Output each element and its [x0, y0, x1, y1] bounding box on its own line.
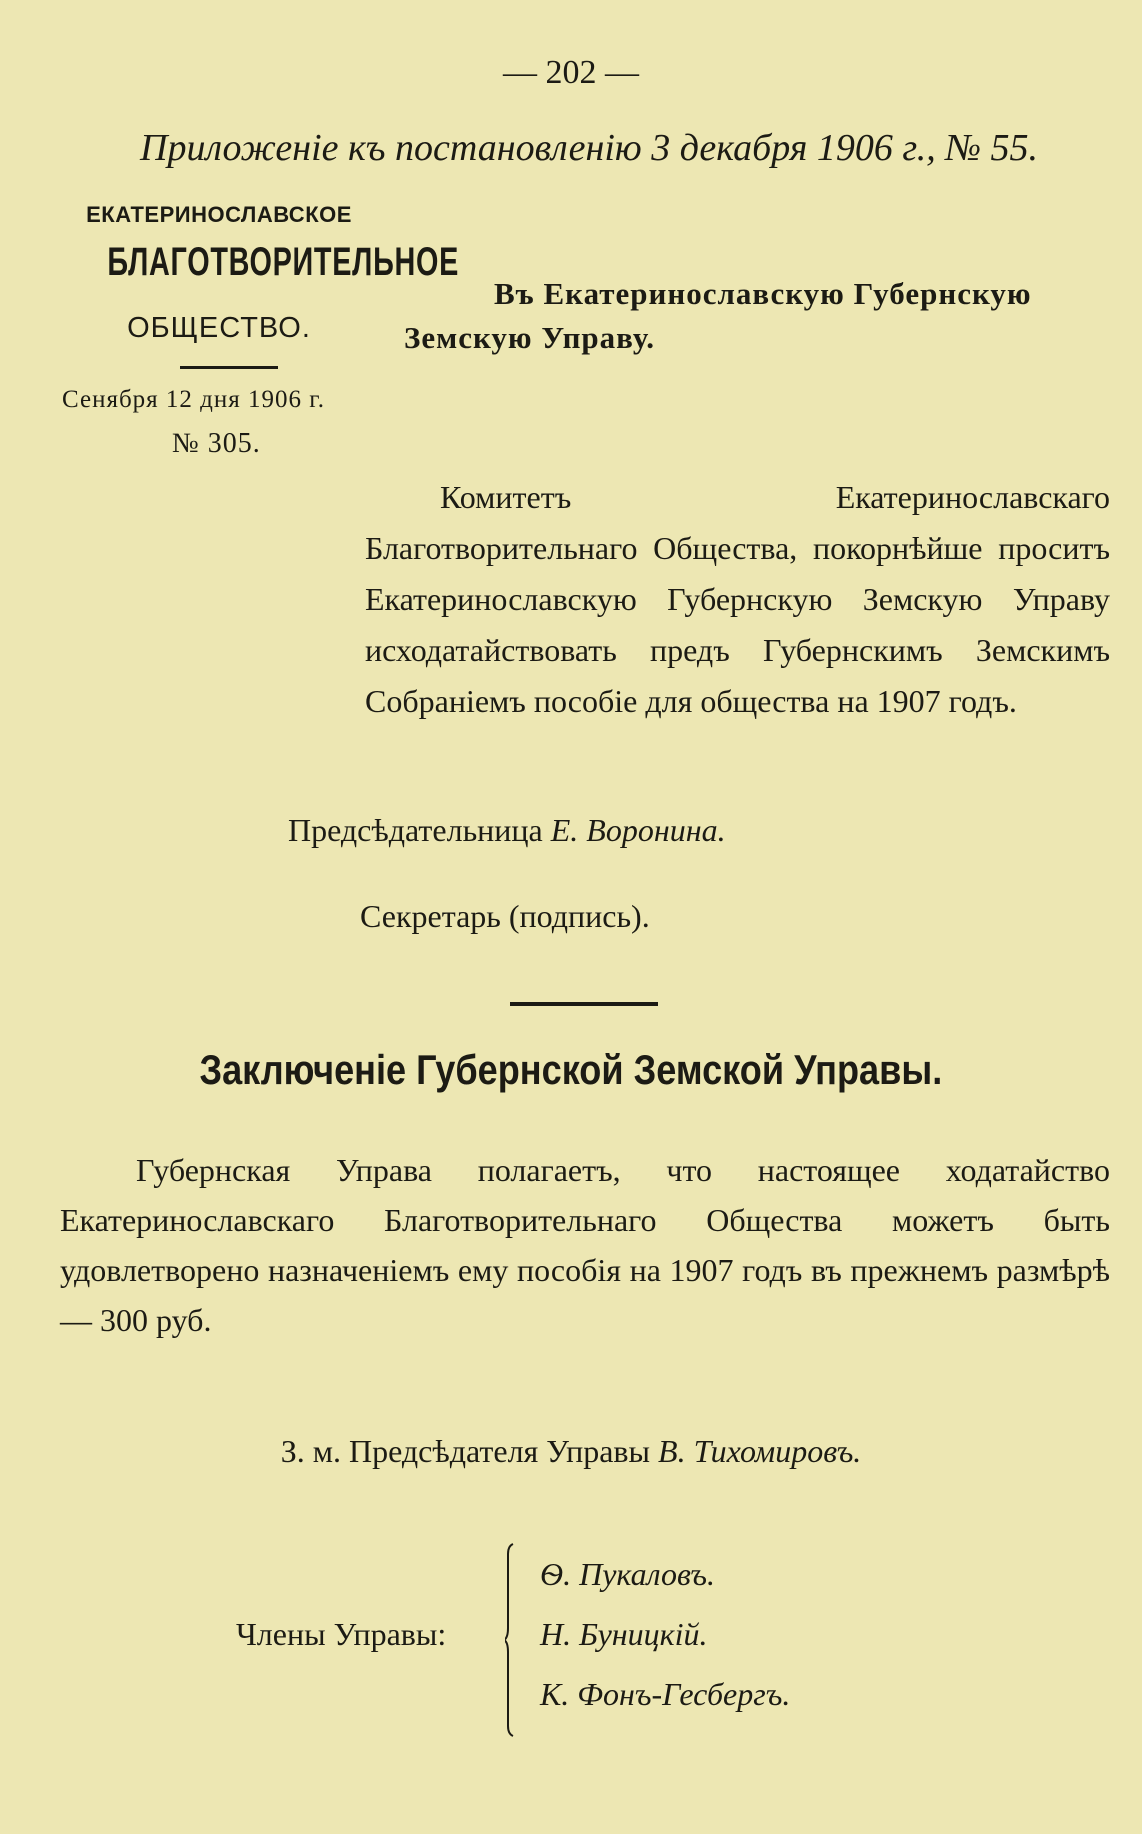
- outgoing-number: № 305.: [172, 428, 261, 459]
- board-member-name: К. Фонъ-Гесбергъ.: [540, 1676, 791, 1712]
- appendix-reference: Приложеніе къ постановленію 3 декабря 1906 г., № 55.: [140, 127, 1039, 169]
- board-member-name: Н. Буницкій.: [540, 1616, 708, 1652]
- section-divider: [510, 1002, 658, 1006]
- chairwoman-name: Е. Воронина.: [550, 812, 726, 848]
- outgoing-date: Сенября 12 дня 1906 г.: [62, 386, 325, 413]
- deputy-chair-signature: [0, 1433, 1142, 1470]
- petition-text: Комитетъ Екатеринославскаго Благотворительнаго Общества, покорнѣйше проситъ Екатеринославскую Губернскую Земскую Управу исходатайствовать предъ Губернскимъ Земскимъ Собраніемъ пособіе для общества на 1907 годъ.: [365, 479, 1110, 719]
- brace-icon: [505, 1542, 519, 1738]
- sender-org-line3: ОБЩЕСТВО.: [127, 312, 311, 344]
- board-member-name: Ѳ. Пукаловъ.: [540, 1556, 716, 1592]
- secretary-signature: Секретарь (подпись).: [360, 898, 650, 934]
- board-members-label: Члены Управы:: [236, 1616, 447, 1652]
- deputy-chair-title: З. м. Предсѣдателя Управы: [280, 1433, 651, 1469]
- conclusion-text: Губернская Управа полагаетъ, что настоящее ходатайство Екатеринославскаго Благотворительнаго Общества можетъ быть удовлетворено назначеніемъ ему пособія на 1907 годъ въ прежнемъ размѣрѣ — 300 руб.: [60, 1152, 1110, 1338]
- chairwoman-signature: [288, 812, 726, 849]
- sender-org-line1: ЕКАТЕРИНОСЛАВСКОЕ: [86, 202, 352, 227]
- addressee: Въ Екатеринославскую Губернскую Земскую Управу.: [404, 276, 1032, 355]
- conclusion-heading-text: Заключеніе Губернской Земской Управы.: [199, 1046, 943, 1093]
- page-number: — 202 —: [503, 54, 639, 91]
- sender-org-line2: БЛАГОТВОРИТЕЛЬНОЕ: [107, 240, 460, 284]
- deputy-chair-name: В. Тихомировъ.: [658, 1433, 862, 1469]
- conclusion-heading: [0, 1046, 1142, 1094]
- sender-divider: [180, 366, 278, 369]
- chairwoman-title: Предсѣдательница: [288, 812, 543, 848]
